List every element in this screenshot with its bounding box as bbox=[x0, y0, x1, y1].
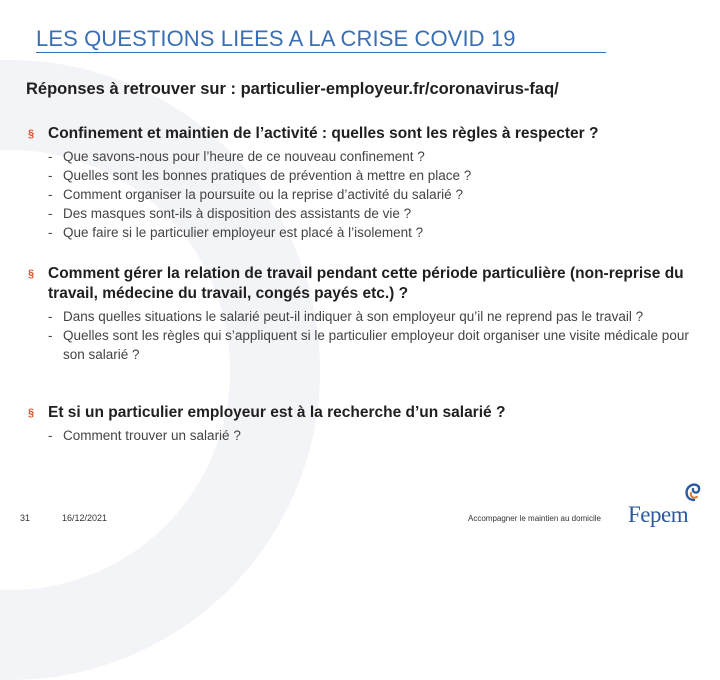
dash-icon: - bbox=[48, 309, 53, 324]
list-item bbox=[48, 307, 708, 326]
dash-icon: - bbox=[48, 225, 53, 240]
list-item bbox=[48, 426, 708, 445]
section-heading bbox=[28, 403, 708, 423]
slide-subtitle: Réponses à retrouver sur : particulier-employeur.fr/coronavirus-faq/ bbox=[26, 80, 559, 98]
question-list bbox=[28, 426, 708, 445]
list-item bbox=[48, 204, 708, 223]
list-item-text: Quelles sont les bonnes pratiques de prévention à mettre en place ? bbox=[63, 168, 472, 183]
section-heading bbox=[28, 264, 708, 304]
list-item bbox=[48, 326, 708, 364]
logo-text: Fepem bbox=[628, 502, 689, 527]
title-underline bbox=[36, 52, 606, 53]
question-list bbox=[28, 147, 708, 242]
dash-icon: - bbox=[48, 168, 53, 183]
footer-tagline: Accompagner le maintien au domicile bbox=[468, 514, 601, 523]
slide-title: LES QUESTIONS LIEES A LA CRISE COVID 19 bbox=[36, 26, 516, 51]
section-relation-travail bbox=[28, 264, 708, 364]
list-item-text: Que faire si le particulier employeur est placé à l’isolement ? bbox=[63, 225, 424, 240]
square-bullet-icon: § bbox=[28, 407, 35, 419]
list-item bbox=[48, 147, 708, 166]
list-item-text: Des masques sont-ils à disposition des assistants de vie ? bbox=[63, 206, 412, 221]
dash-icon: - bbox=[48, 149, 53, 164]
list-item-text: Comment organiser la poursuite ou la reprise d’activité du salarié ? bbox=[63, 187, 463, 202]
dash-icon: - bbox=[48, 206, 53, 221]
list-item bbox=[48, 185, 708, 204]
section-heading-text: Comment gérer la relation de travail pendant cette période particulière (non-reprise du travail, médecine du travail, congés payés etc.) ? bbox=[48, 265, 684, 302]
section-heading-text: Et si un particulier employeur est à la recherche d’un salarié ? bbox=[48, 404, 506, 421]
question-list bbox=[28, 307, 708, 364]
list-item-text: Que savons-nous pour l’heure de ce nouveau confinement ? bbox=[63, 149, 425, 164]
section-confinement bbox=[28, 124, 708, 242]
list-item bbox=[48, 223, 708, 242]
list-item-text: Comment trouver un salarié ? bbox=[63, 428, 241, 443]
dash-icon: - bbox=[48, 428, 53, 443]
list-item-text: Quelles sont les règles qui s’appliquent si le particulier employeur doit organiser une visite médicale pour son salarié ? bbox=[63, 328, 689, 362]
list-item bbox=[48, 166, 708, 185]
dash-icon: - bbox=[48, 328, 53, 343]
fepem-logo bbox=[628, 480, 712, 528]
page-number: 31 bbox=[20, 513, 31, 523]
square-bullet-icon: § bbox=[28, 268, 35, 280]
square-bullet-icon: § bbox=[28, 128, 35, 140]
section-recherche-salarie bbox=[28, 403, 708, 445]
section-heading bbox=[28, 124, 708, 144]
section-heading-text: Confinement et maintien de l’activité : quelles sont les règles à respecter ? bbox=[48, 125, 599, 142]
footer-date: 16/12/2021 bbox=[62, 513, 108, 523]
dash-icon: - bbox=[48, 187, 53, 202]
list-item-text: Dans quelles situations le salarié peut-il indiquer à son employeur qu’il ne reprend pas le travail ? bbox=[63, 309, 644, 324]
